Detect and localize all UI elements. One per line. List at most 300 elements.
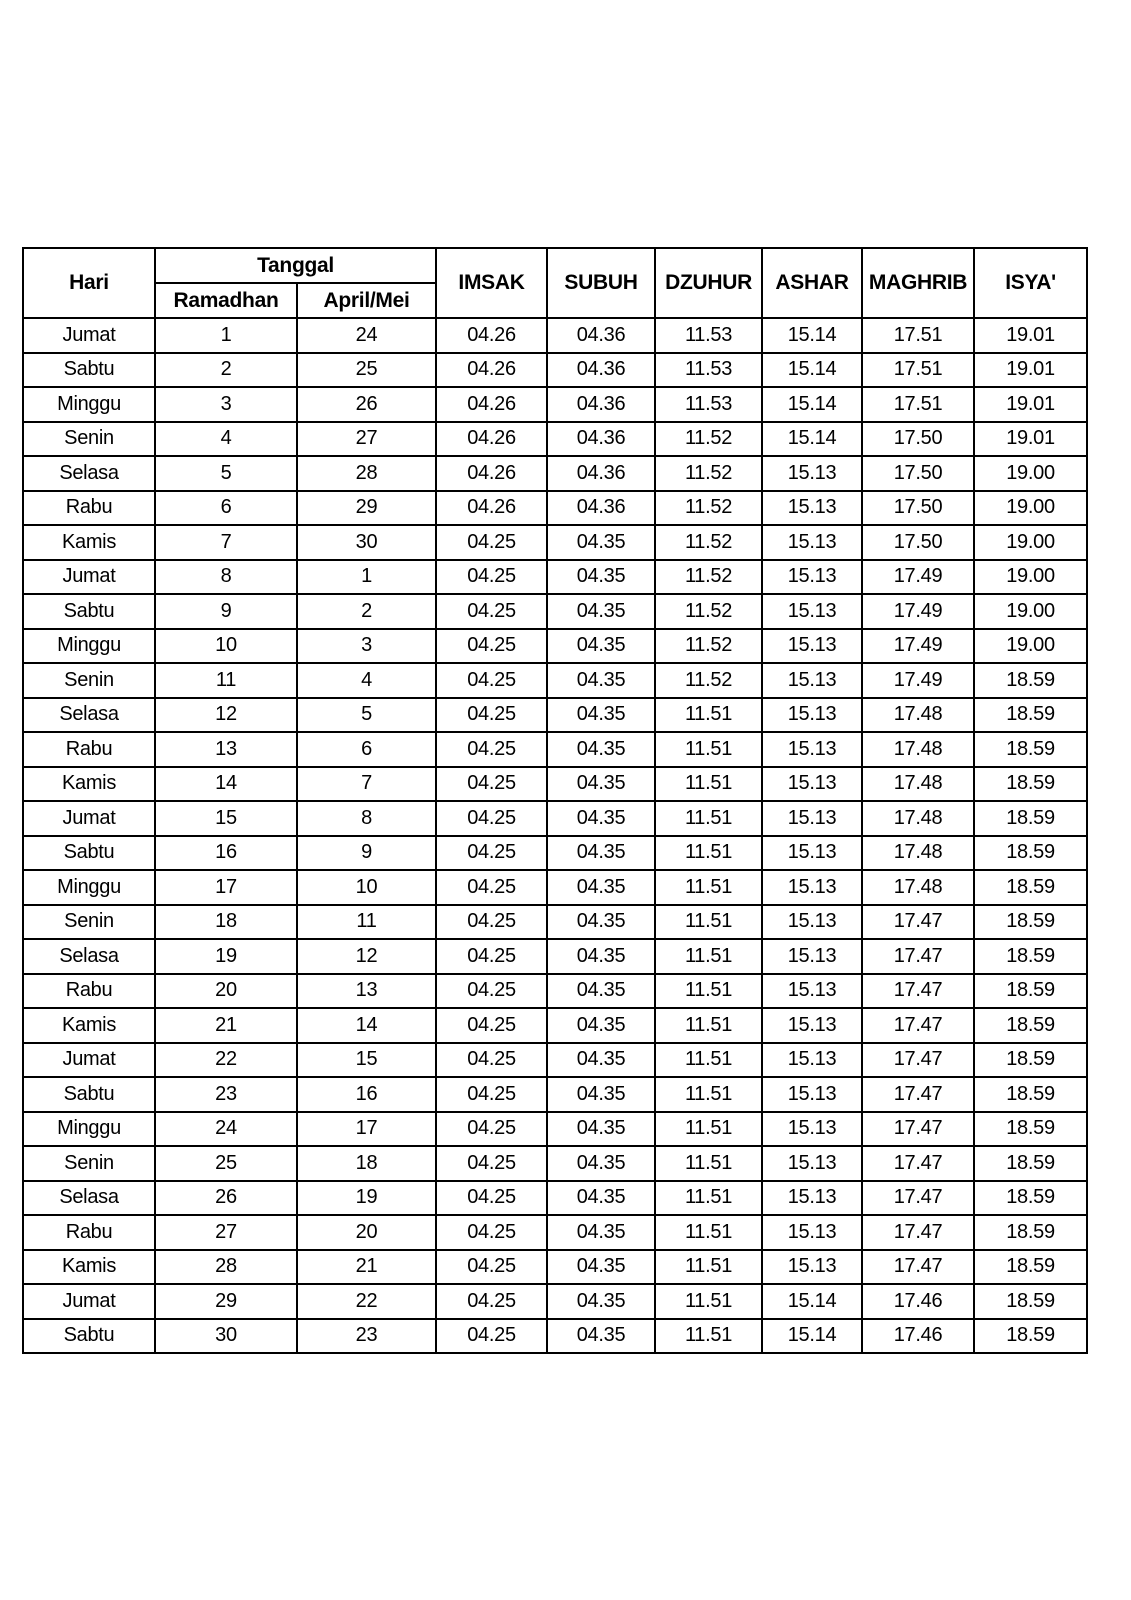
cell-hari: Rabu: [23, 1215, 155, 1250]
cell-hari: Minggu: [23, 629, 155, 664]
cell-maghrib: 17.47: [862, 1146, 974, 1181]
schedule-sheet: [22, 247, 1086, 1354]
cell-subuh: 04.35: [547, 1112, 655, 1147]
cell-dzuhur: 11.52: [655, 663, 762, 698]
cell-hari: Senin: [23, 422, 155, 457]
cell-subuh: 04.35: [547, 732, 655, 767]
cell-maghrib: 17.48: [862, 767, 974, 802]
cell-isya: 19.01: [974, 353, 1087, 388]
cell-subuh: 04.35: [547, 629, 655, 664]
cell-april-mei: 24: [297, 318, 436, 353]
cell-ashar: 15.13: [762, 1215, 862, 1250]
cell-dzuhur: 11.53: [655, 387, 762, 422]
cell-hari: Minggu: [23, 1112, 155, 1147]
cell-imsak: 04.25: [436, 1146, 547, 1181]
cell-hari: Jumat: [23, 318, 155, 353]
cell-april-mei: 7: [297, 767, 436, 802]
cell-ramadhan: 29: [155, 1284, 297, 1319]
cell-april-mei: 20: [297, 1215, 436, 1250]
cell-isya: 18.59: [974, 732, 1087, 767]
cell-april-mei: 16: [297, 1077, 436, 1112]
cell-subuh: 04.35: [547, 1008, 655, 1043]
cell-april-mei: 15: [297, 1043, 436, 1078]
cell-hari: Selasa: [23, 698, 155, 733]
cell-imsak: 04.25: [436, 1215, 547, 1250]
cell-april-mei: 11: [297, 905, 436, 940]
cell-dzuhur: 11.51: [655, 836, 762, 871]
cell-subuh: 04.36: [547, 456, 655, 491]
cell-ramadhan: 16: [155, 836, 297, 871]
cell-isya: 18.59: [974, 1146, 1087, 1181]
cell-isya: 19.00: [974, 456, 1087, 491]
cell-imsak: 04.25: [436, 525, 547, 560]
cell-subuh: 04.35: [547, 836, 655, 871]
cell-hari: Minggu: [23, 870, 155, 905]
cell-ashar: 15.13: [762, 1008, 862, 1043]
cell-maghrib: 17.47: [862, 1008, 974, 1043]
cell-imsak: 04.25: [436, 663, 547, 698]
cell-maghrib: 17.50: [862, 491, 974, 526]
cell-april-mei: 17: [297, 1112, 436, 1147]
cell-imsak: 04.26: [436, 387, 547, 422]
cell-hari: Kamis: [23, 525, 155, 560]
cell-dzuhur: 11.51: [655, 1077, 762, 1112]
cell-ramadhan: 20: [155, 974, 297, 1009]
cell-isya: 18.59: [974, 905, 1087, 940]
cell-isya: 19.01: [974, 422, 1087, 457]
cell-maghrib: 17.47: [862, 974, 974, 1009]
cell-hari: Sabtu: [23, 353, 155, 388]
cell-ramadhan: 19: [155, 939, 297, 974]
cell-imsak: 04.25: [436, 560, 547, 595]
cell-hari: Selasa: [23, 1181, 155, 1216]
cell-april-mei: 18: [297, 1146, 436, 1181]
table-row: [23, 1146, 1087, 1181]
cell-maghrib: 17.48: [862, 698, 974, 733]
cell-imsak: 04.25: [436, 1181, 547, 1216]
cell-isya: 19.00: [974, 594, 1087, 629]
cell-subuh: 04.35: [547, 594, 655, 629]
table-body: [23, 318, 1087, 1353]
cell-dzuhur: 11.52: [655, 456, 762, 491]
cell-imsak: 04.25: [436, 974, 547, 1009]
cell-dzuhur: 11.51: [655, 1146, 762, 1181]
col-header-subuh: SUBUH: [547, 248, 655, 318]
table-row: [23, 767, 1087, 802]
cell-ramadhan: 4: [155, 422, 297, 457]
cell-maghrib: 17.47: [862, 1043, 974, 1078]
table-row: [23, 939, 1087, 974]
cell-ramadhan: 5: [155, 456, 297, 491]
cell-april-mei: 1: [297, 560, 436, 595]
cell-isya: 18.59: [974, 974, 1087, 1009]
table-row: [23, 1112, 1087, 1147]
cell-ashar: 15.13: [762, 1181, 862, 1216]
cell-hari: Jumat: [23, 1043, 155, 1078]
cell-maghrib: 17.47: [862, 1215, 974, 1250]
cell-hari: Jumat: [23, 1284, 155, 1319]
cell-subuh: 04.35: [547, 974, 655, 1009]
cell-dzuhur: 11.51: [655, 1250, 762, 1285]
cell-imsak: 04.25: [436, 905, 547, 940]
cell-april-mei: 14: [297, 1008, 436, 1043]
table-row: [23, 870, 1087, 905]
cell-dzuhur: 11.52: [655, 629, 762, 664]
cell-isya: 18.59: [974, 698, 1087, 733]
cell-hari: Rabu: [23, 732, 155, 767]
cell-imsak: 04.25: [436, 594, 547, 629]
cell-dzuhur: 11.51: [655, 974, 762, 1009]
cell-april-mei: 2: [297, 594, 436, 629]
cell-isya: 18.59: [974, 1215, 1087, 1250]
cell-imsak: 04.26: [436, 318, 547, 353]
cell-maghrib: 17.46: [862, 1319, 974, 1354]
cell-maghrib: 17.49: [862, 629, 974, 664]
col-header-dzuhur: DZUHUR: [655, 248, 762, 318]
cell-ashar: 15.14: [762, 422, 862, 457]
cell-dzuhur: 11.51: [655, 1215, 762, 1250]
col-header-hari: Hari: [23, 248, 155, 318]
cell-isya: 18.59: [974, 767, 1087, 802]
cell-april-mei: 30: [297, 525, 436, 560]
table-row: [23, 422, 1087, 457]
cell-maghrib: 17.48: [862, 732, 974, 767]
col-header-ramadhan: Ramadhan: [155, 283, 297, 318]
cell-imsak: 04.25: [436, 801, 547, 836]
cell-imsak: 04.25: [436, 1250, 547, 1285]
cell-imsak: 04.26: [436, 353, 547, 388]
cell-ashar: 15.13: [762, 836, 862, 871]
table-row: [23, 836, 1087, 871]
cell-hari: Senin: [23, 663, 155, 698]
cell-ramadhan: 9: [155, 594, 297, 629]
table-row: [23, 1077, 1087, 1112]
table-row: [23, 491, 1087, 526]
cell-ramadhan: 10: [155, 629, 297, 664]
cell-subuh: 04.35: [547, 1215, 655, 1250]
cell-april-mei: 23: [297, 1319, 436, 1354]
cell-dzuhur: 11.51: [655, 801, 762, 836]
cell-maghrib: 17.47: [862, 1112, 974, 1147]
cell-subuh: 04.35: [547, 767, 655, 802]
cell-hari: Minggu: [23, 387, 155, 422]
cell-isya: 18.59: [974, 1250, 1087, 1285]
cell-ashar: 15.14: [762, 387, 862, 422]
cell-hari: Jumat: [23, 801, 155, 836]
cell-subuh: 04.36: [547, 491, 655, 526]
cell-maghrib: 17.48: [862, 836, 974, 871]
cell-april-mei: 3: [297, 629, 436, 664]
cell-ramadhan: 27: [155, 1215, 297, 1250]
cell-subuh: 04.35: [547, 698, 655, 733]
cell-subuh: 04.35: [547, 1043, 655, 1078]
cell-isya: 18.59: [974, 870, 1087, 905]
cell-dzuhur: 11.52: [655, 422, 762, 457]
table-row: [23, 732, 1087, 767]
cell-isya: 19.01: [974, 387, 1087, 422]
cell-subuh: 04.36: [547, 387, 655, 422]
cell-dzuhur: 11.51: [655, 1319, 762, 1354]
cell-isya: 18.59: [974, 939, 1087, 974]
table-row: [23, 801, 1087, 836]
cell-dzuhur: 11.51: [655, 939, 762, 974]
cell-ashar: 15.13: [762, 767, 862, 802]
cell-ashar: 15.14: [762, 318, 862, 353]
cell-dzuhur: 11.51: [655, 1112, 762, 1147]
cell-hari: Kamis: [23, 767, 155, 802]
table-row: [23, 353, 1087, 388]
table-row: [23, 629, 1087, 664]
cell-maghrib: 17.50: [862, 456, 974, 491]
cell-april-mei: 6: [297, 732, 436, 767]
cell-ashar: 15.13: [762, 1146, 862, 1181]
cell-ramadhan: 13: [155, 732, 297, 767]
cell-ashar: 15.13: [762, 801, 862, 836]
table-row: [23, 1215, 1087, 1250]
cell-dzuhur: 11.51: [655, 732, 762, 767]
cell-ashar: 15.13: [762, 629, 862, 664]
cell-hari: Rabu: [23, 491, 155, 526]
cell-maghrib: 17.50: [862, 525, 974, 560]
cell-hari: Sabtu: [23, 594, 155, 629]
cell-subuh: 04.35: [547, 1284, 655, 1319]
cell-ashar: 15.13: [762, 1043, 862, 1078]
cell-isya: 18.59: [974, 1319, 1087, 1354]
prayer-schedule-table: [22, 247, 1088, 1354]
cell-maghrib: 17.50: [862, 422, 974, 457]
col-header-isya: ISYA': [974, 248, 1087, 318]
cell-ashar: 15.14: [762, 1319, 862, 1354]
cell-imsak: 04.25: [436, 767, 547, 802]
cell-hari: Kamis: [23, 1250, 155, 1285]
table-row: [23, 525, 1087, 560]
cell-maghrib: 17.47: [862, 1250, 974, 1285]
cell-dzuhur: 11.53: [655, 318, 762, 353]
cell-ramadhan: 1: [155, 318, 297, 353]
cell-imsak: 04.25: [436, 1043, 547, 1078]
cell-subuh: 04.36: [547, 422, 655, 457]
cell-ashar: 15.13: [762, 1250, 862, 1285]
table-row: [23, 387, 1087, 422]
cell-dzuhur: 11.52: [655, 525, 762, 560]
table-row: [23, 1319, 1087, 1354]
cell-april-mei: 25: [297, 353, 436, 388]
cell-dzuhur: 11.51: [655, 1043, 762, 1078]
cell-hari: Rabu: [23, 974, 155, 1009]
cell-april-mei: 29: [297, 491, 436, 526]
cell-isya: 19.00: [974, 525, 1087, 560]
cell-ashar: 15.13: [762, 905, 862, 940]
cell-dzuhur: 11.51: [655, 767, 762, 802]
cell-maghrib: 17.47: [862, 905, 974, 940]
cell-ramadhan: 3: [155, 387, 297, 422]
cell-hari: Sabtu: [23, 836, 155, 871]
cell-maghrib: 17.46: [862, 1284, 974, 1319]
cell-subuh: 04.35: [547, 870, 655, 905]
table-row: [23, 663, 1087, 698]
cell-isya: 18.59: [974, 801, 1087, 836]
cell-isya: 18.59: [974, 836, 1087, 871]
cell-subuh: 04.35: [547, 939, 655, 974]
header-row-top: [23, 248, 1087, 283]
table-row: [23, 318, 1087, 353]
cell-april-mei: 10: [297, 870, 436, 905]
cell-ashar: 15.13: [762, 663, 862, 698]
cell-ashar: 15.14: [762, 1284, 862, 1319]
cell-subuh: 04.35: [547, 1250, 655, 1285]
cell-subuh: 04.35: [547, 1181, 655, 1216]
cell-april-mei: 22: [297, 1284, 436, 1319]
cell-maghrib: 17.51: [862, 318, 974, 353]
cell-isya: 18.59: [974, 1043, 1087, 1078]
cell-april-mei: 8: [297, 801, 436, 836]
table-row: [23, 698, 1087, 733]
cell-hari: Kamis: [23, 1008, 155, 1043]
cell-dzuhur: 11.52: [655, 594, 762, 629]
cell-april-mei: 21: [297, 1250, 436, 1285]
table-row: [23, 560, 1087, 595]
cell-ashar: 15.13: [762, 456, 862, 491]
cell-subuh: 04.35: [547, 905, 655, 940]
cell-ramadhan: 26: [155, 1181, 297, 1216]
cell-ramadhan: 24: [155, 1112, 297, 1147]
cell-ramadhan: 2: [155, 353, 297, 388]
cell-dzuhur: 11.51: [655, 1008, 762, 1043]
table-row: [23, 456, 1087, 491]
cell-april-mei: 12: [297, 939, 436, 974]
cell-imsak: 04.26: [436, 422, 547, 457]
cell-isya: 18.59: [974, 663, 1087, 698]
cell-maghrib: 17.51: [862, 353, 974, 388]
cell-isya: 19.00: [974, 629, 1087, 664]
table-header: [23, 248, 1087, 318]
cell-ramadhan: 15: [155, 801, 297, 836]
cell-ashar: 15.13: [762, 939, 862, 974]
cell-ashar: 15.13: [762, 732, 862, 767]
col-header-maghrib: MAGHRIB: [862, 248, 974, 318]
cell-ramadhan: 18: [155, 905, 297, 940]
cell-hari: Sabtu: [23, 1319, 155, 1354]
cell-maghrib: 17.47: [862, 1077, 974, 1112]
cell-isya: 18.59: [974, 1284, 1087, 1319]
cell-dzuhur: 11.51: [655, 905, 762, 940]
cell-isya: 19.01: [974, 318, 1087, 353]
cell-ramadhan: 22: [155, 1043, 297, 1078]
cell-april-mei: 19: [297, 1181, 436, 1216]
cell-subuh: 04.36: [547, 318, 655, 353]
cell-ashar: 15.13: [762, 491, 862, 526]
cell-subuh: 04.35: [547, 663, 655, 698]
cell-imsak: 04.25: [436, 1077, 547, 1112]
cell-imsak: 04.26: [436, 491, 547, 526]
cell-ashar: 15.13: [762, 594, 862, 629]
cell-april-mei: 5: [297, 698, 436, 733]
table-row: [23, 974, 1087, 1009]
cell-imsak: 04.25: [436, 1008, 547, 1043]
cell-maghrib: 17.49: [862, 594, 974, 629]
cell-ramadhan: 7: [155, 525, 297, 560]
cell-ashar: 15.13: [762, 1112, 862, 1147]
table-row: [23, 1284, 1087, 1319]
cell-ramadhan: 21: [155, 1008, 297, 1043]
cell-dzuhur: 11.51: [655, 698, 762, 733]
cell-maghrib: 17.48: [862, 801, 974, 836]
cell-isya: 18.59: [974, 1077, 1087, 1112]
cell-ramadhan: 25: [155, 1146, 297, 1181]
cell-ashar: 15.13: [762, 560, 862, 595]
cell-maghrib: 17.47: [862, 939, 974, 974]
cell-imsak: 04.25: [436, 1112, 547, 1147]
cell-hari: Senin: [23, 905, 155, 940]
cell-maghrib: 17.51: [862, 387, 974, 422]
cell-ashar: 15.14: [762, 353, 862, 388]
cell-april-mei: 26: [297, 387, 436, 422]
cell-subuh: 04.35: [547, 525, 655, 560]
cell-ramadhan: 12: [155, 698, 297, 733]
cell-subuh: 04.35: [547, 1077, 655, 1112]
cell-ramadhan: 11: [155, 663, 297, 698]
cell-ramadhan: 28: [155, 1250, 297, 1285]
cell-imsak: 04.25: [436, 1284, 547, 1319]
cell-april-mei: 9: [297, 836, 436, 871]
cell-hari: Selasa: [23, 456, 155, 491]
col-header-ashar: ASHAR: [762, 248, 862, 318]
cell-hari: Senin: [23, 1146, 155, 1181]
cell-imsak: 04.25: [436, 939, 547, 974]
table-row: [23, 1008, 1087, 1043]
cell-subuh: 04.35: [547, 1319, 655, 1354]
cell-dzuhur: 11.52: [655, 491, 762, 526]
cell-april-mei: 13: [297, 974, 436, 1009]
cell-maghrib: 17.48: [862, 870, 974, 905]
cell-imsak: 04.25: [436, 1319, 547, 1354]
cell-ramadhan: 17: [155, 870, 297, 905]
cell-april-mei: 27: [297, 422, 436, 457]
col-header-tanggal: Tanggal: [155, 248, 436, 283]
cell-subuh: 04.35: [547, 801, 655, 836]
cell-dzuhur: 11.51: [655, 1284, 762, 1319]
cell-ashar: 15.13: [762, 974, 862, 1009]
cell-imsak: 04.25: [436, 629, 547, 664]
cell-imsak: 04.25: [436, 698, 547, 733]
cell-ramadhan: 6: [155, 491, 297, 526]
table-row: [23, 1250, 1087, 1285]
cell-ashar: 15.13: [762, 698, 862, 733]
cell-ramadhan: 30: [155, 1319, 297, 1354]
cell-isya: 19.00: [974, 491, 1087, 526]
cell-imsak: 04.25: [436, 732, 547, 767]
cell-isya: 18.59: [974, 1008, 1087, 1043]
cell-ramadhan: 14: [155, 767, 297, 802]
cell-imsak: 04.26: [436, 456, 547, 491]
cell-ashar: 15.13: [762, 1077, 862, 1112]
col-header-april-mei: April/Mei: [297, 283, 436, 318]
cell-hari: Jumat: [23, 560, 155, 595]
cell-isya: 19.00: [974, 560, 1087, 595]
table-row: [23, 1181, 1087, 1216]
cell-subuh: 04.36: [547, 353, 655, 388]
cell-ramadhan: 23: [155, 1077, 297, 1112]
cell-imsak: 04.25: [436, 836, 547, 871]
cell-dzuhur: 11.53: [655, 353, 762, 388]
cell-ramadhan: 8: [155, 560, 297, 595]
cell-isya: 18.59: [974, 1112, 1087, 1147]
cell-subuh: 04.35: [547, 560, 655, 595]
cell-subuh: 04.35: [547, 1146, 655, 1181]
cell-april-mei: 28: [297, 456, 436, 491]
cell-ashar: 15.13: [762, 525, 862, 560]
table-row: [23, 594, 1087, 629]
